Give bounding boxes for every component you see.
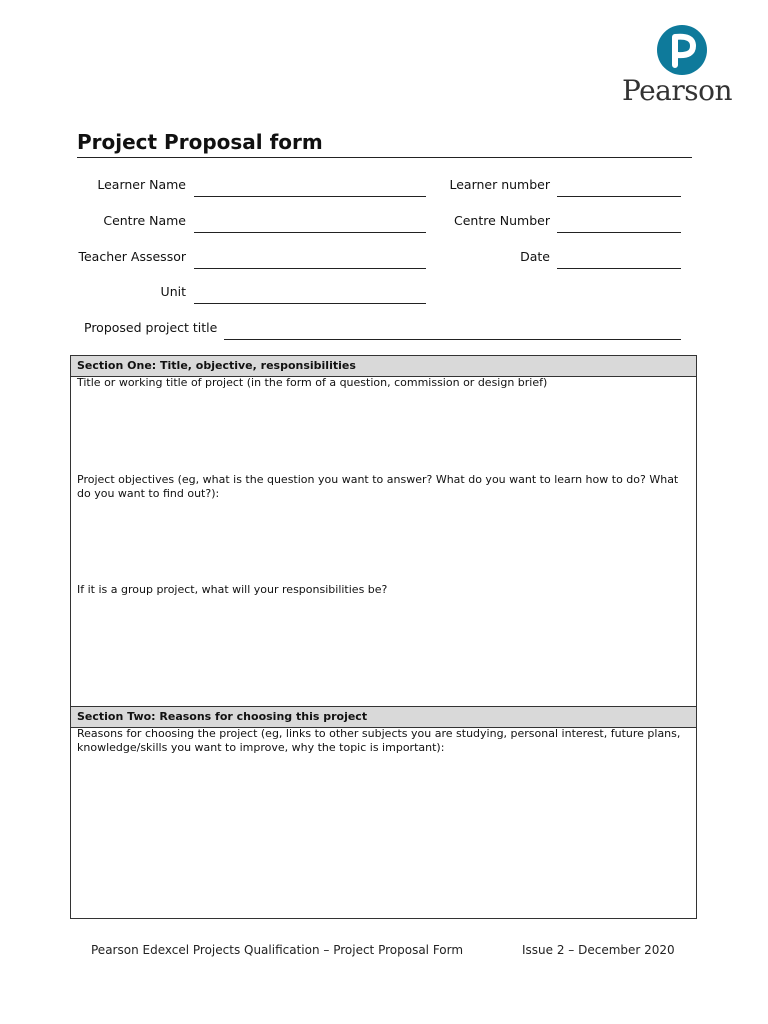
learner-name-field[interactable] — [194, 196, 426, 197]
centre-number-label: Centre Number — [454, 213, 550, 228]
title-prompt: Title or working title of project (in the form of a question, commission or design brief) — [77, 376, 548, 389]
unit-field[interactable] — [194, 303, 426, 304]
objectives-prompt: Project objectives (eg, what is the question you want to answer? What do you want to learn how to do? What do you want to find out?): — [77, 473, 679, 500]
centre-number-field[interactable] — [557, 232, 681, 233]
section-two-box — [70, 706, 697, 919]
teacher-assessor-label: Teacher Assessor — [78, 249, 186, 264]
proposed-title-field[interactable] — [224, 339, 681, 340]
footer-left: Pearson Edexcel Projects Qualification – Project Proposal Form — [91, 943, 464, 957]
learner-number-label: Learner number — [449, 177, 550, 192]
unit-label: Unit — [160, 284, 186, 299]
teacher-assessor-field[interactable] — [194, 268, 426, 269]
proposed-title-label: Proposed project title — [84, 320, 218, 335]
footer-right: Issue 2 – December 2020 — [522, 943, 675, 957]
date-field[interactable] — [557, 268, 681, 269]
title-divider — [77, 157, 692, 158]
centre-name-field[interactable] — [194, 232, 426, 233]
group-responsibilities-prompt: If it is a group project, what will your responsibilities be? — [77, 583, 388, 596]
date-label: Date — [520, 249, 550, 264]
centre-name-label: Centre Name — [103, 213, 186, 228]
section-two-heading: Section Two: Reasons for choosing this project — [71, 707, 696, 728]
pearson-wordmark: Pearson — [622, 74, 732, 107]
learner-number-field[interactable] — [557, 196, 681, 197]
reasons-prompt: Reasons for choosing the project (eg, links to other subjects you are studying, personal interest, future plans, knowledge/skills you want to improve, why the topic is important): — [77, 727, 681, 754]
pearson-p-icon — [657, 25, 707, 75]
section-one-heading: Section One: Title, objective, responsibilities — [71, 356, 696, 377]
pearson-logo — [620, 22, 746, 112]
section-one-box — [70, 355, 697, 708]
learner-name-label: Learner Name — [97, 177, 186, 192]
page-title: Project Proposal form — [77, 130, 323, 154]
